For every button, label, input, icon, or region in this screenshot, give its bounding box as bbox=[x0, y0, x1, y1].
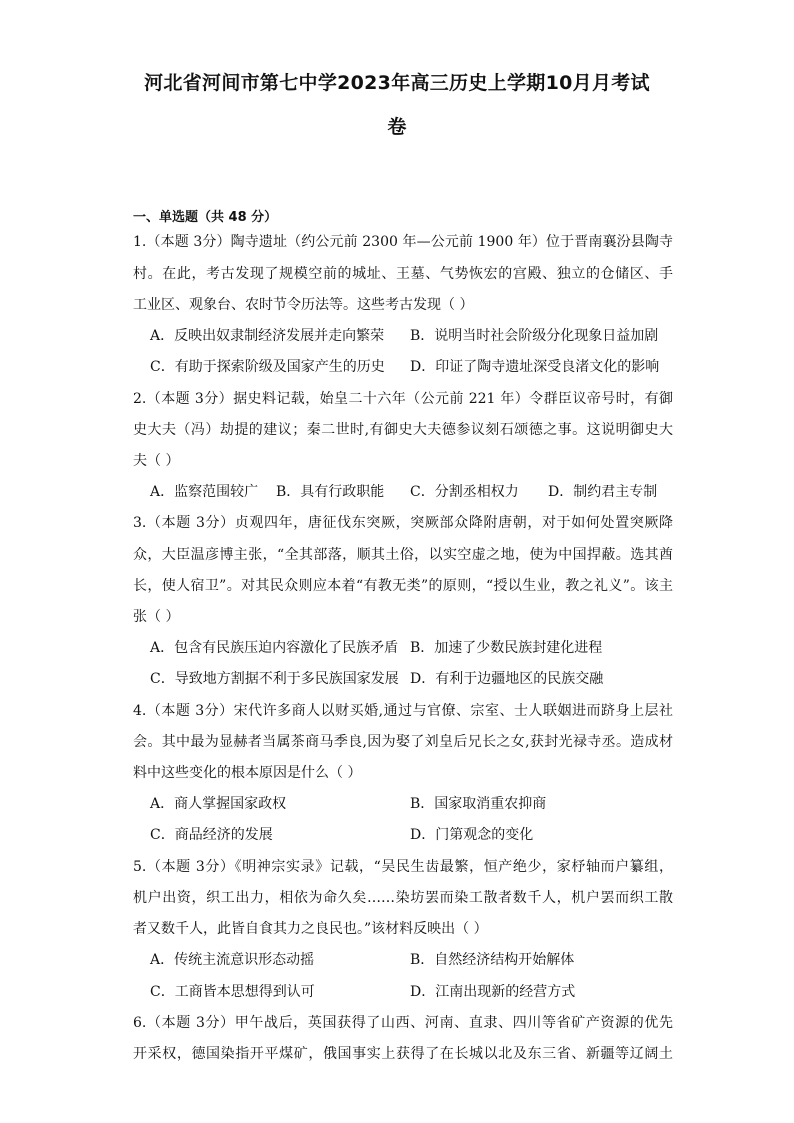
option-d[interactable]: D．印证了陶寺遗址深受良渚文化的影响 bbox=[410, 359, 660, 375]
option-c[interactable]: C．有助于探索阶级及国家产生的历史 bbox=[150, 359, 385, 375]
question-text-line: 开采权，德国染指开平煤矿，俄国事实上获得了在长城以北及东三省、新疆等辽阔土 bbox=[133, 1046, 673, 1062]
option-d[interactable]: D．门第观念的变化 bbox=[410, 827, 534, 843]
option-a[interactable]: A．商人掌握国家政权 bbox=[150, 796, 287, 812]
question-text-line: 史大夫（冯）劫提的建议；秦二世时,有御史大夫德参议刻石颂德之事。这说明御史大 bbox=[133, 422, 673, 438]
option-b[interactable]: B．自然经济结构开始解体 bbox=[410, 952, 575, 968]
question-text-line: 夫（ ） bbox=[133, 453, 180, 469]
option-b[interactable]: B．说明当时社会阶级分化现象日益加剧 bbox=[410, 328, 659, 344]
option-c[interactable]: C．导致地方割据不利于多民族国家发展 bbox=[150, 671, 399, 687]
question-text-line: 2.（本题 3分）据史料记载，始皇二十六年（公元前 221 年）令群臣议帝号时，有御 bbox=[133, 391, 673, 407]
option-b[interactable]: B．加速了少数民族封建化进程 bbox=[410, 640, 603, 656]
option-d[interactable]: D．江南出现新的经营方式 bbox=[410, 984, 576, 1000]
option-c[interactable]: C．分割丞相权力 bbox=[410, 484, 519, 500]
question-text-line: 张（ ） bbox=[133, 609, 180, 625]
option-b[interactable]: B．国家取消重农抑商 bbox=[410, 796, 547, 812]
question-text-line: 6.（本题 3分）甲午战后，英国获得了山西、河南、直隶、四川等省矿产资源的优先 bbox=[133, 1015, 673, 1031]
option-a[interactable]: A．监察范围较广 bbox=[150, 484, 259, 500]
option-a[interactable]: A．包含有民族压迫内容激化了民族矛盾 bbox=[150, 640, 399, 656]
question-text-line: 机户出资，织工出力，相依为命久矣……染坊罢而染工散者数千人，机户罢而织工散 bbox=[133, 890, 673, 906]
question-text-line: 料中这些变化的根本原因是什么（ ） bbox=[133, 765, 362, 781]
question-text-line: 1.（本题 3分）陶寺遗址（约公元前 2300 年—公元前 1900 年）位于晋南襄汾县陶寺 bbox=[133, 234, 673, 250]
exam-title-line2: 卷 bbox=[387, 116, 407, 138]
option-d[interactable]: D．有利于边疆地区的民族交融 bbox=[410, 671, 604, 687]
question-text-line: 4.（本题 3分）宋代许多商人以财买婚,通过与官僚、宗室、士人联姻进而跻身上层社 bbox=[133, 703, 673, 719]
question-text-line: 村。在此，考古发现了规模空前的城址、王墓、气势恢宏的宫殿、独立的仓储区、手 bbox=[133, 266, 673, 282]
option-a[interactable]: A．反映出奴隶制经济发展并走向繁荣 bbox=[150, 328, 385, 344]
option-c[interactable]: C．商品经济的发展 bbox=[150, 827, 273, 843]
section-heading: 一、单选题（共 48 分） bbox=[133, 210, 278, 225]
option-b[interactable]: B．具有行政职能 bbox=[276, 484, 385, 500]
question-text-line: 3.（本题 3分）贞观四年，唐征伐东突厥，突厥部众降附唐朝，对于如何处置突厥降 bbox=[133, 515, 673, 531]
question-text-line: 会。其中最为显赫者当属茶商马季良,因为娶了刘皇后兄长之女,获封光禄寺丞。造成材 bbox=[133, 734, 673, 750]
option-d[interactable]: D．制约君主专制 bbox=[548, 484, 658, 500]
question-text-line: 5.（本题 3分）《明神宗实录》记载，“吴民生齿最繁，恒产绝少，家杼轴而户纂组， bbox=[133, 859, 673, 875]
option-c[interactable]: C．工商皆本思想得到认可 bbox=[150, 984, 315, 1000]
exam-title-line1: 河北省河间市第七中学2023年高三历史上学期10月月考试 bbox=[144, 72, 650, 94]
question-text-line: 者又数千人，此皆自食其力之良民也。”该材料反映出（ ） bbox=[133, 921, 488, 937]
question-text-line: 工业区、观象台、农时节令历法等。这些考古发现（ ） bbox=[133, 297, 474, 313]
question-text-line: 众，大臣温彦博主张，“全其部落，顺其土俗，以实空虚之地，使为中国捍蔽。选其酋 bbox=[133, 547, 673, 563]
question-text-line: 长，使人宿卫”。对其民众则应本着“有教无类”的原则，“授以生业，教之礼义”。该主 bbox=[133, 578, 673, 594]
option-a[interactable]: A．传统主流意识形态动摇 bbox=[150, 952, 315, 968]
